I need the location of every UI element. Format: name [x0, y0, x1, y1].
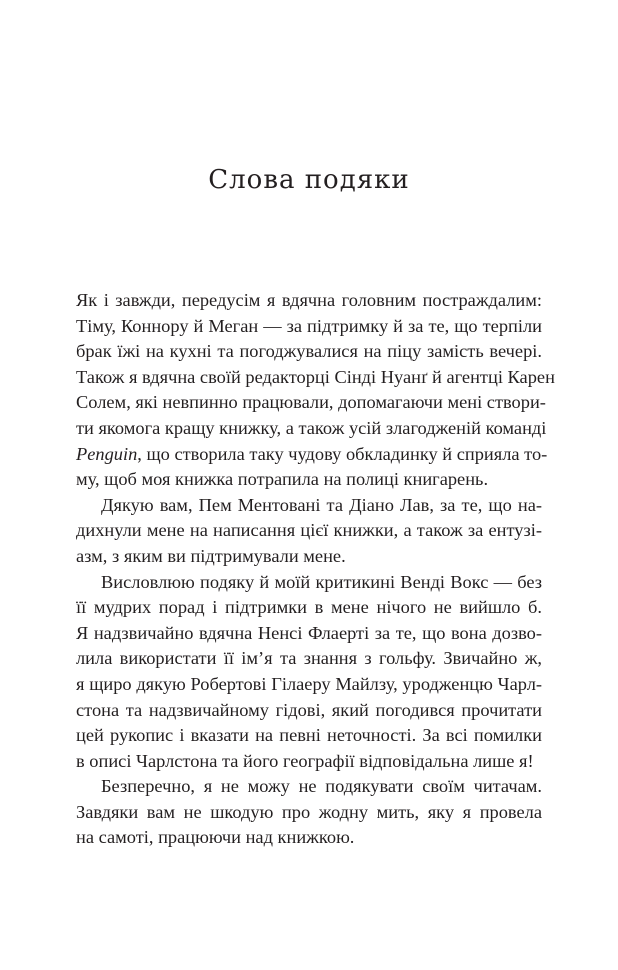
paragraph-3	[76, 570, 542, 775]
publisher-name: Penguin	[76, 443, 138, 464]
text-line: дихнули мене на написання цієї книжки, а також за ентузі-	[76, 520, 542, 541]
text-line: Безперечно, я не можу не подякувати своїм читачам.	[101, 776, 542, 797]
text-line: Як і завжди, передусім я вдячна головним постраждалим:	[76, 290, 542, 310]
text-line: лила використати її ім’я та знання з гольфу. Звичайно ж,	[76, 648, 542, 669]
text-fragment: , що створила таку чудову обкладинку й сприяла то-	[137, 443, 548, 464]
text-line: Тіму, Коннору й Меган — за підтримку й за те, що терпіли	[76, 315, 542, 336]
text-line: Я надзвичайно вдячна Ненсі Флаерті за те, що вона дозво-	[76, 622, 542, 643]
text-line: Завдяки вам не шкодую про жодну мить, яку я провела	[76, 801, 542, 822]
text-line	[76, 442, 548, 468]
acknowledgements-text	[76, 288, 555, 851]
text-line: її мудрих порад і підтримки в мене нічого не вийшло б.	[76, 597, 542, 618]
text-line: на самоті, працюючи над книжкою.	[76, 827, 355, 848]
page-title: Слова подяки	[208, 165, 410, 195]
paragraph-4	[76, 774, 542, 851]
text-line: цей рукопис і вказати на певні неточності. За всі помилки	[76, 725, 542, 746]
text-line: Також я вдячна своїй редакторці Сінді Нуанґ й агентці Карен	[76, 366, 555, 387]
text-line: брак їжі на кухні та погоджувалися на піцу замість вечері.	[76, 341, 542, 362]
text-line: му, щоб моя книжка потрапила на полиці книгарень.	[76, 469, 489, 490]
text-line: Дякую вам, Пем Ментовані та Діано Лав, за те, що на-	[101, 494, 542, 515]
text-line: Висловлюю подяку й моїй критикині Венді Вокс — без	[101, 571, 542, 592]
text-line: я щиро дякую Робертові Гілаеру Майлзу, уродженцю Чарл-	[76, 673, 542, 694]
text-line: Солем, які невпинно працювали, допомагаючи мені створи-	[76, 392, 546, 413]
text-line: ти якомога кращу книжку, а також усій злагодженій команді	[76, 417, 547, 438]
text-line: азм, з яким ви підтримували мене.	[76, 545, 346, 566]
paragraph-2	[76, 493, 542, 570]
paragraph-1	[76, 288, 555, 493]
text-line: в описі Чарлстона та його географії відповідальна лише я!	[76, 750, 534, 771]
text-line: стона та надзвичайному гідові, який погодився прочитати	[76, 699, 542, 720]
